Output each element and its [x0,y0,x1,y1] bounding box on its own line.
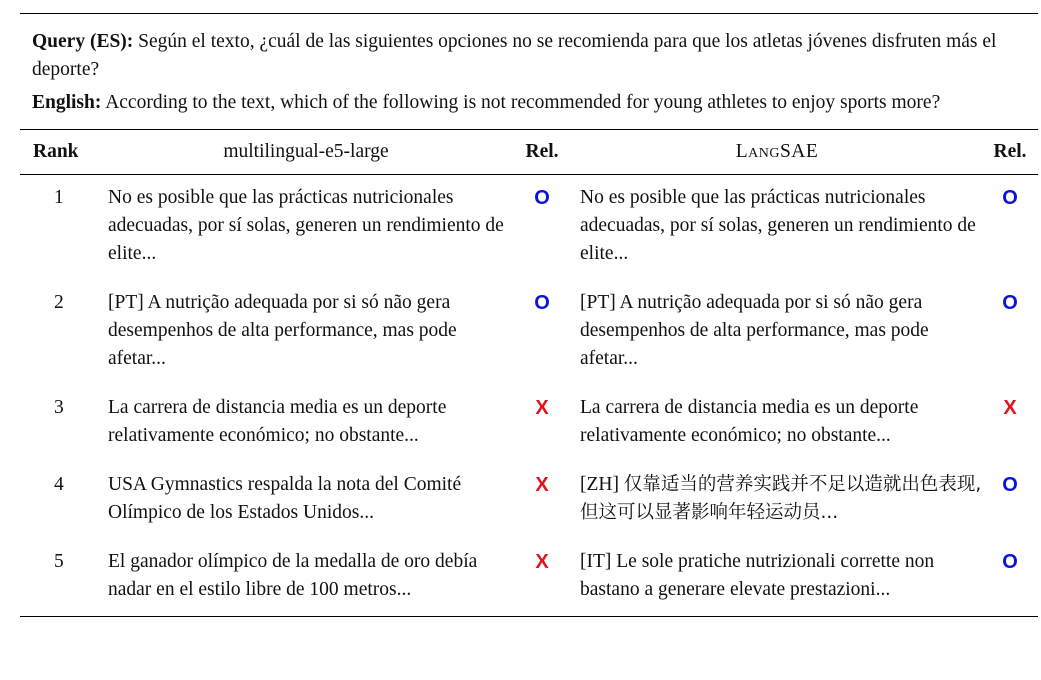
rel-a-cell: X [535,474,549,496]
doc-b-cell [572,462,982,539]
table-figure [20,13,1038,617]
table-row [20,462,1038,539]
rel-b-cell: O [1002,551,1018,573]
query-es-label: Query (ES): [32,31,134,52]
results-table [20,129,1038,616]
table-row [20,280,1038,385]
query-es [32,28,1026,84]
rel-b-cell: O [1002,292,1018,314]
rank-cell: 5 [54,551,64,572]
doc-b-lang-prefix: [ZH] [580,474,624,495]
query-block [20,14,1038,129]
rel-a-cell: O [534,292,550,314]
doc-b-cell: No es posible que las prácticas nutricionales adecuadas, por sí solas, generen un rendimiento de elite... [580,187,976,264]
rel-b-cell: O [1002,187,1018,209]
table-row [20,385,1038,462]
query-en-text: According to the text, which of the following is not recommended for young athletes to enjoy sports more? [105,92,941,113]
query-en-label: English: [32,92,102,113]
doc-a-cell: No es posible que las prácticas nutricionales adecuadas, por sí solas, generen un rendimiento de elite... [108,187,504,264]
doc-b-zh-text: 仅靠适当的营养实践并不足以造就出色表现,但这可以显著影响年轻运动员... [580,474,982,523]
query-en [32,89,1026,117]
rel-b-cell: O [1002,474,1018,496]
doc-a-cell: El ganador olímpico de la medalla de oro debía nadar en el estilo libre de 100 metros... [108,551,478,600]
doc-b-cell: La carrera de distancia media es un deporte relativamente económico; no obstante... [580,397,919,446]
rel-a-cell: O [534,187,550,209]
rank-cell: 4 [54,474,64,495]
header-rank: Rank [33,141,79,162]
query-es-text: Según el texto, ¿cuál de las siguientes opciones no se recomienda para que los atletas jóvenes disfruten más el deporte? [32,31,997,80]
doc-b-cell: [IT] Le sole pratiche nutrizionali corrette non bastano a generare elevate prestazioni... [580,551,935,600]
doc-a-cell: La carrera de distancia media es un deporte relativamente económico; no obstante... [108,397,447,446]
rank-cell: 1 [54,187,64,208]
bottom-rule [20,616,1038,617]
header-model-b: LangSAE [735,141,819,162]
doc-a-cell: USA Gymnastics respalda la nota del Comité Olímpico de los Estados Unidos... [108,474,462,523]
header-model-a: multilingual-e5-large [223,141,389,162]
doc-b-cell: [PT] A nutrição adequada por si só não gera desempenhos de alta performance, mas pode afetar... [580,292,929,369]
header-rel-a: Rel. [525,141,559,162]
rel-a-cell: X [535,397,549,419]
rel-b-cell: X [1003,397,1017,419]
rank-cell: 2 [54,292,64,313]
table-row [20,175,1038,281]
rank-cell: 3 [54,397,64,418]
doc-a-cell: [PT] A nutrição adequada por si só não gera desempenhos de alta performance, mas pode afetar... [108,292,457,369]
table-row [20,539,1038,616]
rel-a-cell: X [535,551,549,573]
header-row [20,130,1038,175]
header-rel-b: Rel. [993,141,1027,162]
